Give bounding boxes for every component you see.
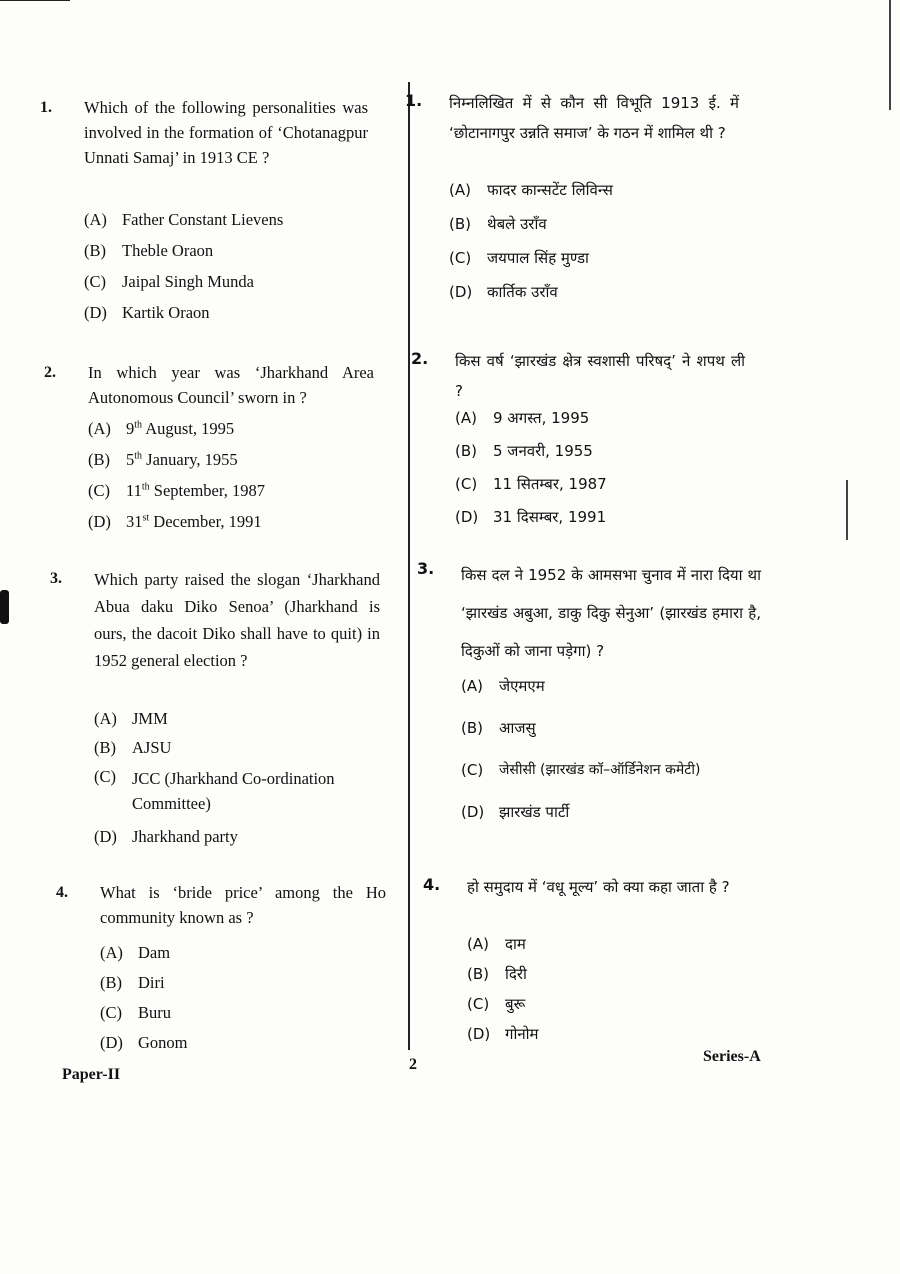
- question-text: हो समुदाय में ‘वधू मूल्य’ को क्या कहा जाता है ?: [467, 878, 730, 896]
- option-text: Jaipal Singh Munda: [122, 272, 254, 291]
- option-label: (D): [467, 1025, 491, 1043]
- options-list: [84, 207, 374, 331]
- option-b: [94, 735, 384, 764]
- option-text: गोनोम: [505, 1025, 539, 1043]
- date-suffix: st: [142, 512, 150, 524]
- option-b: [461, 716, 761, 758]
- option-text: जेसीसी (झारखंड कॉ–ऑर्डिनेशन कमेटी): [499, 762, 701, 778]
- option-label: (C): [84, 272, 106, 291]
- option-text: जयपाल सिंह मुण्डा: [487, 249, 589, 267]
- option-b: [449, 212, 739, 246]
- question-number: 1.: [40, 99, 52, 116]
- question-text: Which party raised the slogan ‘Jharkhand Abua daku Diko Senoa’ (Jharkhand is ours, the dacoit Diko shall have to quit) in 1952 general election ?: [94, 570, 380, 670]
- option-a: [94, 706, 384, 735]
- option-d: [88, 509, 378, 540]
- option-a: [461, 674, 761, 716]
- option-text: जेएमएम: [499, 677, 545, 695]
- option-label: (C): [100, 1003, 122, 1022]
- question-text: निम्नलिखित में से कौन सी विभूति 1913 ई. में ‘छोटानागपुर उन्नति समाज’ के गठन में शामिल थी ?: [449, 94, 739, 142]
- date-suffix: th: [134, 419, 143, 431]
- options-list: [461, 674, 761, 842]
- option-text: थेबले उराँव: [487, 215, 547, 233]
- option-text: बुरू: [505, 995, 526, 1013]
- option-label: (D): [84, 303, 107, 322]
- option-a: [100, 940, 390, 970]
- option-d: [100, 1030, 390, 1060]
- option-label: (A): [455, 409, 477, 427]
- paper-label: Paper-II: [62, 1066, 121, 1083]
- option-text: झारखंड पार्टी: [499, 803, 570, 821]
- question-number: 2.: [411, 349, 429, 368]
- option-label: (C): [88, 481, 110, 500]
- option-d: [455, 505, 745, 538]
- option-text: JCC (Jharkhand Co-ordination Committee): [132, 769, 335, 813]
- question-text: In which year was ‘Jharkhand Area Autonomous Council’ sworn in ?: [88, 363, 374, 407]
- option-text: [126, 478, 378, 509]
- options-list: [94, 706, 384, 853]
- options-list: [455, 406, 745, 538]
- option-text: [126, 509, 378, 540]
- option-label: (D): [88, 512, 111, 531]
- option-label: (A): [467, 935, 489, 953]
- option-label: (B): [455, 442, 477, 460]
- option-a: [455, 406, 745, 439]
- date-suffix: th: [134, 450, 143, 462]
- option-a: [449, 178, 739, 212]
- option-text: Kartik Oraon: [122, 303, 210, 322]
- options-list: [100, 940, 390, 1060]
- option-text: Diri: [138, 973, 165, 992]
- option-label: (C): [94, 767, 116, 786]
- date-rest: August, 1995: [142, 419, 235, 438]
- option-d: [461, 800, 761, 842]
- option-c: [461, 758, 761, 800]
- option-c: [100, 1000, 390, 1030]
- option-a: [84, 207, 374, 238]
- left-edge-blot: [0, 590, 9, 624]
- option-b: [455, 439, 745, 472]
- option-text: [126, 416, 378, 447]
- option-text: फादर कान्सटेंट लिविन्स: [487, 181, 613, 199]
- option-label: (D): [455, 508, 479, 526]
- option-label: (B): [449, 215, 471, 233]
- option-text: Gonom: [138, 1033, 188, 1052]
- option-c: [88, 478, 378, 509]
- option-text: Theble Oraon: [122, 241, 214, 260]
- date-suffix: th: [141, 481, 150, 493]
- date-rest: September, 1987: [149, 481, 265, 500]
- option-text: 11 सितम्बर, 1987: [493, 475, 607, 493]
- option-label: (A): [94, 709, 117, 728]
- page-number: 2: [409, 1056, 417, 1073]
- question-text: किस वर्ष ‘झारखंड क्षेत्र स्वशासी परिषद्’ ने शपथ ली ?: [455, 352, 745, 400]
- option-c: [94, 764, 384, 824]
- question-number: 4.: [56, 884, 68, 901]
- option-label: (D): [100, 1033, 123, 1052]
- option-text: आजसु: [499, 719, 536, 737]
- option-text: 9 अगस्त, 1995: [493, 409, 590, 427]
- option-label: (C): [461, 761, 484, 779]
- question-text: Which of the following personalities was involved in the formation of ‘Chotanagpur Unnati Samaj’ in 1913 CE ?: [84, 98, 368, 167]
- question-number: 3.: [417, 559, 435, 578]
- option-label: (D): [94, 827, 117, 846]
- option-label: (A): [84, 210, 107, 229]
- option-label: (A): [461, 677, 483, 695]
- option-label: (C): [449, 249, 472, 267]
- question-number: 1.: [405, 91, 423, 110]
- option-b: [467, 962, 757, 992]
- option-d: [449, 280, 739, 314]
- option-label: (B): [100, 973, 122, 992]
- option-label: (A): [449, 181, 471, 199]
- options-list: [449, 178, 739, 314]
- question-number: 2.: [44, 364, 56, 381]
- option-d: [94, 824, 384, 853]
- option-text: JMM: [132, 709, 168, 728]
- right-edge-line: [889, 0, 891, 110]
- option-label: (C): [467, 995, 490, 1013]
- date-rest: January, 1955: [142, 450, 238, 469]
- option-c: [84, 269, 374, 300]
- question-number: 4.: [423, 875, 441, 894]
- option-text: Jharkhand party: [132, 827, 238, 846]
- top-edge-line: [0, 0, 70, 1]
- option-label: (A): [88, 419, 111, 438]
- option-a: [467, 932, 757, 962]
- option-label: (D): [449, 283, 473, 301]
- series-label: Series-A: [703, 1048, 761, 1065]
- option-text: Dam: [138, 943, 171, 962]
- option-c: [455, 472, 745, 505]
- option-b: [100, 970, 390, 1000]
- date-day: 11: [126, 481, 142, 500]
- options-list: [88, 416, 378, 540]
- question-text: What is ‘bride price’ among the Ho community known as ?: [100, 883, 386, 927]
- option-d: [84, 300, 374, 331]
- option-label: (B): [84, 241, 106, 260]
- option-text: 31 दिसम्बर, 1991: [493, 508, 607, 526]
- option-label: (B): [88, 450, 110, 469]
- options-list: [467, 932, 757, 1052]
- date-day: 5: [126, 450, 135, 469]
- option-label: (A): [100, 943, 123, 962]
- option-text: 5 जनवरी, 1955: [493, 442, 593, 460]
- option-label: (C): [455, 475, 478, 493]
- option-label: (B): [461, 719, 483, 737]
- question-text: किस दल ने 1952 के आमसभा चुनाव में नारा दिया था ‘झारखंड अबुआ, डाकु दिकु सेनुआ’ (झारखंड हमारा है, दिकुओं को जाना पड़ेगा) ?: [461, 566, 761, 660]
- date-day: 31: [126, 512, 143, 531]
- option-text: Buru: [138, 1003, 171, 1022]
- date-rest: December, 1991: [149, 512, 262, 531]
- option-b: [88, 447, 378, 478]
- date-day: 9: [126, 419, 135, 438]
- option-label: (B): [467, 965, 489, 983]
- option-a: [88, 416, 378, 447]
- option-text: कार्तिक उराँव: [487, 283, 558, 301]
- option-b: [84, 238, 374, 269]
- option-label: (D): [461, 803, 485, 821]
- option-label: (B): [94, 738, 116, 757]
- option-text: [126, 447, 378, 478]
- option-text: दाम: [505, 935, 526, 953]
- option-c: [449, 246, 739, 280]
- right-edge-mark: [846, 480, 848, 540]
- option-text: दिरी: [505, 965, 527, 983]
- column-divider: [408, 82, 410, 1050]
- question-number: 3.: [50, 570, 62, 587]
- option-c: [467, 992, 757, 1022]
- option-text: AJSU: [132, 738, 172, 757]
- option-text: Father Constant Lievens: [122, 210, 284, 229]
